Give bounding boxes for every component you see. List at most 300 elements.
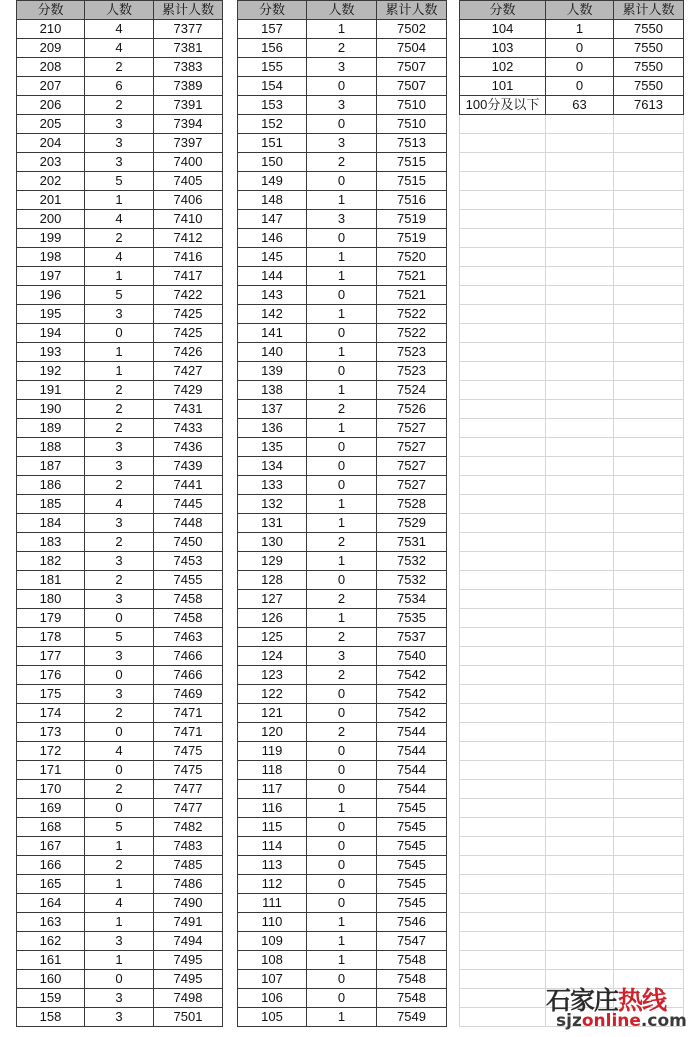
empty-cell bbox=[460, 229, 546, 248]
table-row bbox=[460, 571, 684, 590]
empty-cell bbox=[614, 628, 684, 647]
empty-cell bbox=[460, 818, 546, 837]
table-row bbox=[460, 39, 684, 58]
score-cell: 190 bbox=[17, 400, 85, 419]
watermark-url-b: online bbox=[581, 1011, 641, 1031]
table-row bbox=[17, 533, 223, 552]
table-row bbox=[460, 286, 684, 305]
watermark-text-a: 石家庄 bbox=[546, 986, 619, 1015]
empty-cell bbox=[460, 191, 546, 210]
count-cell: 3 bbox=[85, 989, 154, 1008]
table-row bbox=[238, 438, 447, 457]
score-cell: 192 bbox=[17, 362, 85, 381]
count-cell: 2 bbox=[307, 153, 377, 172]
score-cell: 173 bbox=[17, 723, 85, 742]
table-row bbox=[460, 210, 684, 229]
count-cell: 1 bbox=[307, 191, 377, 210]
empty-cell bbox=[614, 381, 684, 400]
table-row bbox=[17, 343, 223, 362]
table-row bbox=[17, 989, 223, 1008]
table-row bbox=[238, 932, 447, 951]
empty-cell bbox=[614, 438, 684, 457]
count-cell: 2 bbox=[307, 666, 377, 685]
count-cell: 3 bbox=[85, 932, 154, 951]
empty-cell bbox=[460, 571, 546, 590]
count-cell: 2 bbox=[85, 419, 154, 438]
cumulative-cell: 7529 bbox=[377, 514, 447, 533]
count-cell: 0 bbox=[307, 894, 377, 913]
empty-cell bbox=[614, 324, 684, 343]
count-cell: 3 bbox=[85, 115, 154, 134]
count-cell: 0 bbox=[307, 875, 377, 894]
count-cell: 3 bbox=[85, 153, 154, 172]
cumulative-cell: 7383 bbox=[154, 58, 223, 77]
empty-cell bbox=[460, 400, 546, 419]
cumulative-cell: 7491 bbox=[154, 913, 223, 932]
cumulative-cell: 7521 bbox=[377, 286, 447, 305]
empty-cell bbox=[614, 818, 684, 837]
cumulative-cell: 7482 bbox=[154, 818, 223, 837]
table-row bbox=[460, 590, 684, 609]
cumulative-cell: 7466 bbox=[154, 666, 223, 685]
score-cell: 129 bbox=[238, 552, 307, 571]
cumulative-cell: 7510 bbox=[377, 115, 447, 134]
empty-cell bbox=[614, 932, 684, 951]
score-cell: 179 bbox=[17, 609, 85, 628]
empty-cell bbox=[614, 685, 684, 704]
count-cell: 1 bbox=[307, 343, 377, 362]
cumulative-cell: 7524 bbox=[377, 381, 447, 400]
table-row bbox=[238, 799, 447, 818]
empty-cell bbox=[460, 590, 546, 609]
empty-cell bbox=[460, 248, 546, 267]
table-row bbox=[17, 514, 223, 533]
table-row bbox=[238, 229, 447, 248]
cumulative-cell: 7501 bbox=[154, 1008, 223, 1027]
empty-cell bbox=[460, 552, 546, 571]
empty-cell bbox=[546, 229, 614, 248]
empty-cell bbox=[546, 685, 614, 704]
cumulative-cell: 7550 bbox=[614, 77, 684, 96]
empty-cell bbox=[546, 704, 614, 723]
header-row bbox=[17, 1, 223, 20]
count-cell: 4 bbox=[85, 210, 154, 229]
count-cell: 0 bbox=[546, 58, 614, 77]
empty-cell bbox=[460, 286, 546, 305]
count-cell: 2 bbox=[85, 381, 154, 400]
score-table-panel-2 bbox=[237, 0, 447, 1027]
empty-cell bbox=[460, 343, 546, 362]
table-row bbox=[460, 115, 684, 134]
table-row bbox=[17, 305, 223, 324]
empty-cell bbox=[460, 780, 546, 799]
table-row bbox=[17, 248, 223, 267]
empty-cell bbox=[460, 609, 546, 628]
score-cell: 209 bbox=[17, 39, 85, 58]
cumulative-cell: 7410 bbox=[154, 210, 223, 229]
count-cell: 2 bbox=[85, 229, 154, 248]
cumulative-cell: 7475 bbox=[154, 742, 223, 761]
count-cell: 5 bbox=[85, 172, 154, 191]
empty-cell bbox=[546, 571, 614, 590]
table-row bbox=[238, 58, 447, 77]
cumulative-cell: 7549 bbox=[377, 1008, 447, 1027]
count-cell: 3 bbox=[85, 438, 154, 457]
score-cell: 112 bbox=[238, 875, 307, 894]
score-cell: 104 bbox=[460, 20, 546, 39]
count-cell: 5 bbox=[85, 628, 154, 647]
cumulative-cell: 7548 bbox=[377, 970, 447, 989]
empty-cell bbox=[460, 172, 546, 191]
count-header: 人数 bbox=[85, 1, 154, 20]
cumulative-cell: 7425 bbox=[154, 324, 223, 343]
count-cell: 2 bbox=[85, 476, 154, 495]
cumulative-cell: 7532 bbox=[377, 552, 447, 571]
empty-cell bbox=[546, 343, 614, 362]
table-row bbox=[460, 856, 684, 875]
table-row bbox=[17, 495, 223, 514]
count-cell: 1 bbox=[307, 932, 377, 951]
empty-cell bbox=[546, 761, 614, 780]
count-cell: 2 bbox=[307, 400, 377, 419]
count-cell: 1 bbox=[85, 362, 154, 381]
score-cell: 118 bbox=[238, 761, 307, 780]
cumulative-cell: 7416 bbox=[154, 248, 223, 267]
score-cell: 152 bbox=[238, 115, 307, 134]
count-cell: 4 bbox=[85, 248, 154, 267]
cumulative-cell: 7427 bbox=[154, 362, 223, 381]
score-cell: 111 bbox=[238, 894, 307, 913]
empty-cell bbox=[546, 153, 614, 172]
count-cell: 0 bbox=[307, 780, 377, 799]
table-row bbox=[460, 267, 684, 286]
score-cell: 165 bbox=[17, 875, 85, 894]
table-row bbox=[238, 514, 447, 533]
table-row bbox=[460, 400, 684, 419]
table-row bbox=[238, 39, 447, 58]
cumulative-cell: 7485 bbox=[154, 856, 223, 875]
score-cell: 150 bbox=[238, 153, 307, 172]
count-cell: 2 bbox=[307, 533, 377, 552]
count-cell: 2 bbox=[85, 780, 154, 799]
cumulative-cell: 7475 bbox=[154, 761, 223, 780]
score-cell: 143 bbox=[238, 286, 307, 305]
table-row bbox=[17, 913, 223, 932]
empty-cell bbox=[460, 875, 546, 894]
score-cell: 205 bbox=[17, 115, 85, 134]
table-row bbox=[460, 172, 684, 191]
empty-cell bbox=[460, 856, 546, 875]
empty-cell bbox=[614, 571, 684, 590]
empty-cell bbox=[614, 837, 684, 856]
table-row bbox=[17, 875, 223, 894]
count-cell: 0 bbox=[546, 77, 614, 96]
score-cell: 178 bbox=[17, 628, 85, 647]
table-row bbox=[238, 780, 447, 799]
empty-cell bbox=[546, 951, 614, 970]
count-cell: 0 bbox=[85, 799, 154, 818]
empty-cell bbox=[460, 666, 546, 685]
empty-cell bbox=[546, 438, 614, 457]
table-row bbox=[17, 552, 223, 571]
count-cell: 3 bbox=[85, 1008, 154, 1027]
empty-cell bbox=[614, 115, 684, 134]
table-row bbox=[460, 343, 684, 362]
empty-cell bbox=[460, 647, 546, 666]
score-cell: 140 bbox=[238, 343, 307, 362]
count-cell: 2 bbox=[85, 400, 154, 419]
empty-cell bbox=[614, 742, 684, 761]
empty-cell bbox=[460, 324, 546, 343]
score-cell: 198 bbox=[17, 248, 85, 267]
cumulative-cell: 7417 bbox=[154, 267, 223, 286]
empty-cell bbox=[460, 419, 546, 438]
cumulative-cell: 7436 bbox=[154, 438, 223, 457]
empty-cell bbox=[546, 723, 614, 742]
table-row bbox=[17, 476, 223, 495]
cumulative-cell: 7532 bbox=[377, 571, 447, 590]
score-cell: 125 bbox=[238, 628, 307, 647]
empty-cell bbox=[546, 837, 614, 856]
count-cell: 3 bbox=[85, 134, 154, 153]
count-cell: 3 bbox=[85, 305, 154, 324]
table-row bbox=[17, 20, 223, 39]
score-cell: 105 bbox=[238, 1008, 307, 1027]
score-table-panel-1 bbox=[16, 0, 223, 1027]
empty-cell bbox=[614, 343, 684, 362]
table-row bbox=[460, 324, 684, 343]
score-cell: 126 bbox=[238, 609, 307, 628]
table-row bbox=[238, 476, 447, 495]
score-cell: 114 bbox=[238, 837, 307, 856]
cumulative-cell: 7450 bbox=[154, 533, 223, 552]
table-row bbox=[238, 77, 447, 96]
count-cell: 2 bbox=[307, 628, 377, 647]
score-cell: 158 bbox=[17, 1008, 85, 1027]
cumulative-cell: 7544 bbox=[377, 742, 447, 761]
table-row bbox=[238, 533, 447, 552]
empty-cell bbox=[460, 837, 546, 856]
table-row bbox=[17, 856, 223, 875]
score-cell: 191 bbox=[17, 381, 85, 400]
cumulative-cell: 7545 bbox=[377, 837, 447, 856]
cumulative-cell: 7548 bbox=[377, 951, 447, 970]
count-cell: 1 bbox=[307, 1008, 377, 1027]
cumulative-cell: 7377 bbox=[154, 20, 223, 39]
count-cell: 5 bbox=[85, 286, 154, 305]
table-row bbox=[460, 894, 684, 913]
cumulative-cell: 7495 bbox=[154, 951, 223, 970]
count-cell: 4 bbox=[85, 20, 154, 39]
table-row bbox=[460, 495, 684, 514]
score-table-2 bbox=[237, 0, 447, 1027]
count-cell: 3 bbox=[85, 552, 154, 571]
empty-cell bbox=[614, 248, 684, 267]
empty-cell bbox=[460, 115, 546, 134]
count-cell: 0 bbox=[307, 989, 377, 1008]
cumulative-header: 累计人数 bbox=[614, 1, 684, 20]
empty-cell bbox=[460, 799, 546, 818]
table-row bbox=[17, 932, 223, 951]
empty-cell bbox=[460, 476, 546, 495]
cumulative-cell: 7490 bbox=[154, 894, 223, 913]
table-row bbox=[17, 134, 223, 153]
watermark-text-b: 热线 bbox=[618, 986, 667, 1015]
table-row bbox=[460, 837, 684, 856]
empty-cell bbox=[614, 704, 684, 723]
table-row bbox=[460, 229, 684, 248]
table-row bbox=[17, 666, 223, 685]
table-row bbox=[238, 647, 447, 666]
cumulative-cell: 7458 bbox=[154, 590, 223, 609]
score-cell: 148 bbox=[238, 191, 307, 210]
cumulative-cell: 7545 bbox=[377, 856, 447, 875]
empty-cell bbox=[460, 1008, 546, 1027]
cumulative-cell: 7405 bbox=[154, 172, 223, 191]
cumulative-cell: 7544 bbox=[377, 761, 447, 780]
table-row bbox=[17, 628, 223, 647]
score-cell: 139 bbox=[238, 362, 307, 381]
score-cell: 156 bbox=[238, 39, 307, 58]
cumulative-cell: 7412 bbox=[154, 229, 223, 248]
empty-cell bbox=[460, 533, 546, 552]
score-cell: 168 bbox=[17, 818, 85, 837]
empty-cell bbox=[546, 894, 614, 913]
score-cell: 138 bbox=[238, 381, 307, 400]
table-row bbox=[17, 58, 223, 77]
table-row bbox=[238, 666, 447, 685]
empty-cell bbox=[546, 856, 614, 875]
score-cell: 106 bbox=[238, 989, 307, 1008]
count-cell: 1 bbox=[546, 20, 614, 39]
cumulative-cell: 7534 bbox=[377, 590, 447, 609]
score-cell: 141 bbox=[238, 324, 307, 343]
count-cell: 2 bbox=[307, 39, 377, 58]
empty-cell bbox=[546, 305, 614, 324]
cumulative-cell: 7422 bbox=[154, 286, 223, 305]
empty-cell bbox=[546, 286, 614, 305]
cumulative-cell: 7550 bbox=[614, 39, 684, 58]
count-cell: 3 bbox=[85, 590, 154, 609]
header-row bbox=[460, 1, 684, 20]
cumulative-cell: 7535 bbox=[377, 609, 447, 628]
table-row bbox=[460, 514, 684, 533]
count-header: 人数 bbox=[546, 1, 614, 20]
empty-cell bbox=[546, 628, 614, 647]
cumulative-cell: 7502 bbox=[377, 20, 447, 39]
count-cell: 3 bbox=[307, 58, 377, 77]
table-row bbox=[460, 628, 684, 647]
score-cell: 159 bbox=[17, 989, 85, 1008]
cumulative-cell: 7483 bbox=[154, 837, 223, 856]
count-header: 人数 bbox=[307, 1, 377, 20]
count-cell: 3 bbox=[307, 134, 377, 153]
cumulative-cell: 7448 bbox=[154, 514, 223, 533]
score-cell: 137 bbox=[238, 400, 307, 419]
count-cell: 0 bbox=[307, 172, 377, 191]
table-row bbox=[238, 343, 447, 362]
score-cell: 127 bbox=[238, 590, 307, 609]
cumulative-cell: 7486 bbox=[154, 875, 223, 894]
cumulative-cell: 7469 bbox=[154, 685, 223, 704]
score-header: 分数 bbox=[17, 1, 85, 20]
table-row bbox=[17, 685, 223, 704]
empty-cell bbox=[460, 457, 546, 476]
empty-cell bbox=[460, 761, 546, 780]
cumulative-cell: 7545 bbox=[377, 818, 447, 837]
empty-cell bbox=[614, 533, 684, 552]
table-row bbox=[238, 951, 447, 970]
cumulative-cell: 7441 bbox=[154, 476, 223, 495]
cumulative-cell: 7523 bbox=[377, 343, 447, 362]
empty-cell bbox=[460, 267, 546, 286]
table-row bbox=[17, 723, 223, 742]
table-row bbox=[17, 761, 223, 780]
table-row bbox=[460, 96, 684, 115]
cumulative-cell: 7521 bbox=[377, 267, 447, 286]
score-cell: 193 bbox=[17, 343, 85, 362]
table-row bbox=[238, 837, 447, 856]
table-row bbox=[17, 77, 223, 96]
empty-cell bbox=[546, 419, 614, 438]
table-row bbox=[238, 96, 447, 115]
empty-cell bbox=[460, 951, 546, 970]
table-row bbox=[17, 324, 223, 343]
empty-cell bbox=[614, 134, 684, 153]
score-cell: 144 bbox=[238, 267, 307, 286]
score-cell: 175 bbox=[17, 685, 85, 704]
empty-cell bbox=[614, 723, 684, 742]
cumulative-cell: 7391 bbox=[154, 96, 223, 115]
table-row bbox=[17, 286, 223, 305]
table-row bbox=[460, 742, 684, 761]
table-row bbox=[238, 609, 447, 628]
count-cell: 1 bbox=[85, 191, 154, 210]
score-cell: 128 bbox=[238, 571, 307, 590]
cumulative-cell: 7537 bbox=[377, 628, 447, 647]
cumulative-cell: 7522 bbox=[377, 305, 447, 324]
table-row bbox=[17, 704, 223, 723]
count-cell: 3 bbox=[85, 647, 154, 666]
cumulative-cell: 7431 bbox=[154, 400, 223, 419]
empty-cell bbox=[614, 894, 684, 913]
table-row bbox=[17, 837, 223, 856]
score-cell: 204 bbox=[17, 134, 85, 153]
cumulative-cell: 7520 bbox=[377, 248, 447, 267]
cumulative-cell: 7527 bbox=[377, 419, 447, 438]
count-cell: 1 bbox=[307, 20, 377, 39]
empty-cell bbox=[460, 362, 546, 381]
empty-cell bbox=[546, 191, 614, 210]
count-cell: 0 bbox=[85, 761, 154, 780]
table-row bbox=[238, 875, 447, 894]
empty-cell bbox=[546, 115, 614, 134]
empty-cell bbox=[614, 609, 684, 628]
table-row bbox=[460, 533, 684, 552]
empty-cell bbox=[614, 856, 684, 875]
count-cell: 4 bbox=[85, 742, 154, 761]
score-cell: 110 bbox=[238, 913, 307, 932]
table-row bbox=[17, 400, 223, 419]
cumulative-cell: 7445 bbox=[154, 495, 223, 514]
count-cell: 1 bbox=[85, 951, 154, 970]
count-cell: 0 bbox=[85, 970, 154, 989]
cumulative-cell: 7516 bbox=[377, 191, 447, 210]
score-cell: 203 bbox=[17, 153, 85, 172]
table-row bbox=[460, 419, 684, 438]
table-row bbox=[460, 723, 684, 742]
count-cell: 3 bbox=[85, 685, 154, 704]
